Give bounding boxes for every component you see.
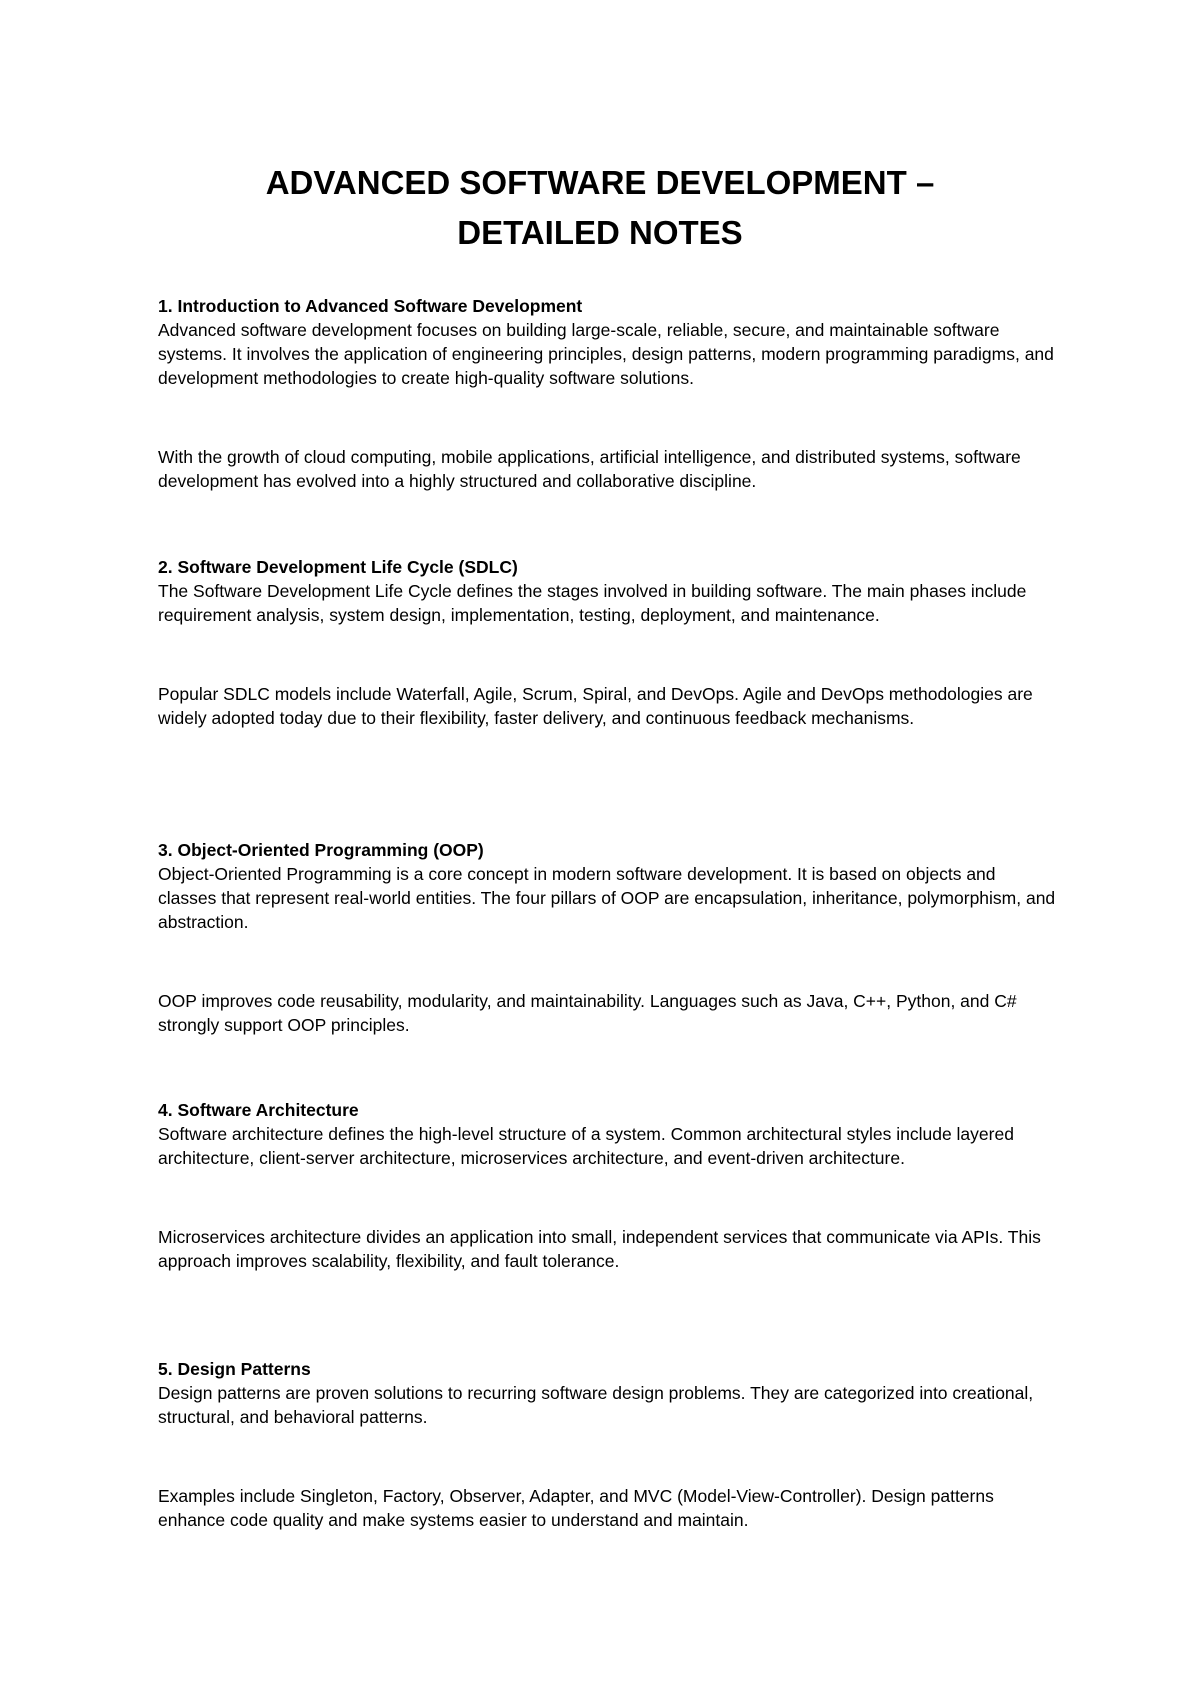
paragraph: Examples include Singleton, Factory, Observer, Adapter, and MVC (Model-View-Controller). Design patterns enhance code quality and make systems easier to understand and maintain. — [158, 1486, 994, 1530]
section-design-patterns — [158, 1357, 1058, 1532]
paragraph: OOP improves code reusability, modularity, and maintainability. Languages such as Java, C++, Python, and C# strongly support OOP principles. — [158, 991, 1017, 1035]
title-line-2: DETAILED NOTES — [457, 214, 743, 251]
paragraph: The Software Development Life Cycle defines the stages involved in building software. The main phases include requirement analysis, system design, implementation, testing, deployment, and maintenance. — [158, 581, 1027, 625]
paragraph: Microservices architecture divides an application into small, independent services that communicate via APIs. This approach improves scalability, flexibility, and fault tolerance. — [158, 1227, 1041, 1271]
paragraph: Design patterns are proven solutions to recurring software design problems. They are categorized into creational, structural, and behavioral patterns. — [158, 1383, 1034, 1427]
section-sdlc — [158, 555, 1058, 730]
title-line-1: ADVANCED SOFTWARE DEVELOPMENT – — [265, 164, 935, 201]
paragraph: Popular SDLC models include Waterfall, Agile, Scrum, Spiral, and DevOps. Agile and DevOps methodologies are widely adopted today due to their flexibility, faster delivery, and continuous feedback mechanisms. — [158, 684, 1033, 728]
section-introduction — [158, 294, 1058, 493]
section-heading: 1. Introduction to Advanced Software Development — [158, 296, 583, 316]
section-software-architecture — [158, 1098, 1058, 1273]
section-heading: 3. Object-Oriented Programming (OOP) — [158, 840, 484, 860]
section-oop — [158, 838, 1058, 1037]
paragraph: Advanced software development focuses on building large-scale, reliable, secure, and maintainable software systems. It involves the application of engineering principles, design patterns, modern programming paradigms, and development methodologies to create high-quality software solutions. — [158, 320, 1054, 388]
section-heading: 2. Software Development Life Cycle (SDLC) — [158, 557, 518, 577]
section-heading: 4. Software Architecture — [158, 1100, 359, 1120]
paragraph: Software architecture defines the high-level structure of a system. Common architectural styles include layered architecture, client-server architecture, microservices architecture, and event-driven architecture. — [158, 1124, 1014, 1168]
document-title — [160, 158, 1040, 258]
paragraph: Object-Oriented Programming is a core concept in modern software development. It is based on objects and classes that represent real-world entities. The four pillars of OOP are encapsulation, inheritance, polymorphism, and abstraction. — [158, 864, 1056, 932]
paragraph: With the growth of cloud computing, mobile applications, artificial intelligence, and distributed systems, software development has evolved into a highly structured and collaborative discipline. — [158, 447, 1021, 491]
section-heading: 5. Design Patterns — [158, 1359, 311, 1379]
